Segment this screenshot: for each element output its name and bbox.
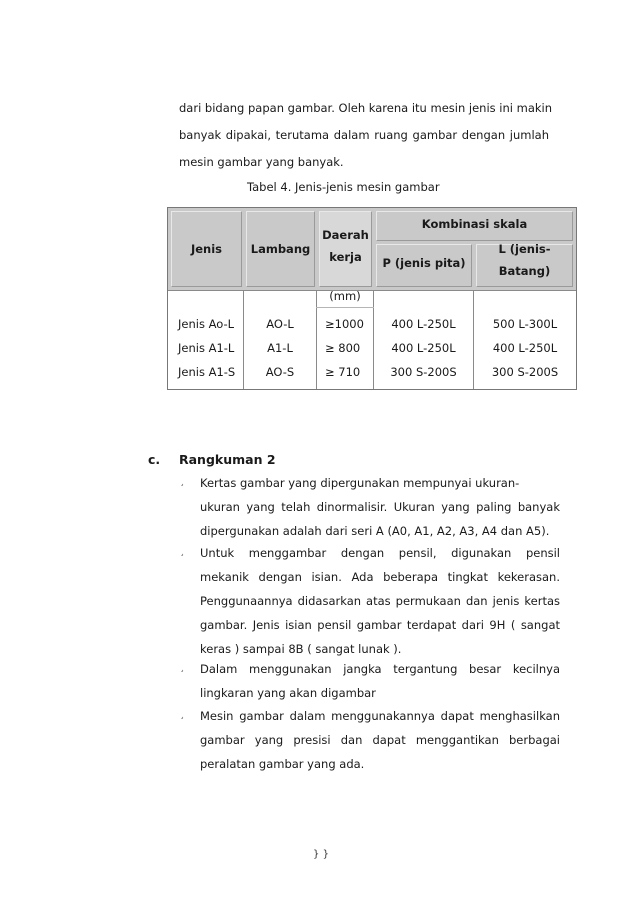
header-lambang: Lambang <box>250 242 311 256</box>
bullet-icon: ¸ <box>180 547 185 557</box>
section-heading <box>148 452 276 467</box>
cell-jenis: Jenis Ao-L <box>178 317 235 331</box>
summary-line: lingkaran yang akan digambar <box>200 686 376 700</box>
cell-p: 300 S-200S <box>390 365 457 379</box>
summary-line: ukuran yang telah dinormalisir. Ukuran yang paling banyak <box>200 500 560 514</box>
summary-line: gambar. Jenis isian pensil gambar terdapat dari 9H ( sangat <box>200 618 560 632</box>
intro-line: dari bidang papan gambar. Oleh karena itu mesin jenis ini makin <box>179 101 553 115</box>
header-daerah-unit: (mm) <box>329 289 361 303</box>
intro-paragraph <box>179 95 553 176</box>
summary-line: Kertas gambar yang dipergunakan mempunyai ukuran- <box>200 476 520 490</box>
header-l-line1: L (jenis- <box>498 242 551 256</box>
cell-jenis: Jenis A1-L <box>178 341 235 355</box>
table-caption: Tabel 4. Jenis-jenis mesin gambar <box>247 180 440 194</box>
cell-lambang: AO-L <box>266 317 294 331</box>
cell-daerah: ≥ 800 <box>325 341 361 355</box>
page-number: } } <box>313 849 329 860</box>
header-p: P (jenis pita) <box>382 256 466 270</box>
header-kombinasi: Kombinasi skala <box>421 217 528 231</box>
cell-l: 400 L-250L <box>492 341 558 355</box>
cell-p: 400 L-250L <box>391 317 456 331</box>
header-jenis: Jenis <box>190 242 223 256</box>
summary-line: Mesin gambar dalam menggunakannya dapat menghasilkan <box>200 709 560 723</box>
summary-line: mekanik dengan isian. Ada beberapa tingkat kekerasan. <box>200 570 560 584</box>
table-divider <box>316 307 374 308</box>
summary-line: gambar yang presisi dan dapat menggantikan berbagai <box>200 733 560 747</box>
summary-line: keras ) sampai 8B ( sangat lunak ). <box>200 642 402 656</box>
cell-lambang: A1-L <box>267 341 293 355</box>
bullet-icon: ¸ <box>180 663 185 673</box>
cell-lambang: AO-S <box>265 365 295 379</box>
summary-line: dipergunakan adalah dari seri A (A0, A1, A2, A3, A4 dan A5). <box>200 524 550 538</box>
header-daerah-line1: Daerah <box>322 228 369 242</box>
cell-daerah: ≥1000 <box>325 317 364 331</box>
header-l-line2: Batang) <box>498 264 551 278</box>
summary-line: Untuk menggambar dengan pensil, digunakan pensil <box>200 546 560 560</box>
bullet-icon: ¸ <box>180 477 185 487</box>
cell-l: 300 S-200S <box>491 365 559 379</box>
summary-line: peralatan gambar yang ada. <box>200 757 365 771</box>
cell-jenis: Jenis A1-S <box>178 365 236 379</box>
intro-line: banyak dipakai, terutama dalam ruang gambar dengan jumlah <box>179 128 549 142</box>
cell-daerah: ≥ 710 <box>325 365 361 379</box>
cell-l: 500 L-300L <box>492 317 558 331</box>
summary-line: Penggunaannya didasarkan atas permukaan dan jenis kertas <box>200 594 560 608</box>
bullet-icon: ¸ <box>180 710 185 720</box>
summary-line: Dalam menggunakan jangka tergantung besar kecilnya <box>200 662 560 676</box>
section-label: c. <box>148 452 161 467</box>
cell-p: 400 L-250L <box>391 341 456 355</box>
header-daerah-line2: kerja <box>329 250 362 264</box>
intro-line: mesin gambar yang banyak. <box>179 155 344 169</box>
section-title: Rangkuman 2 <box>179 452 276 467</box>
machine-types-table <box>167 207 577 390</box>
